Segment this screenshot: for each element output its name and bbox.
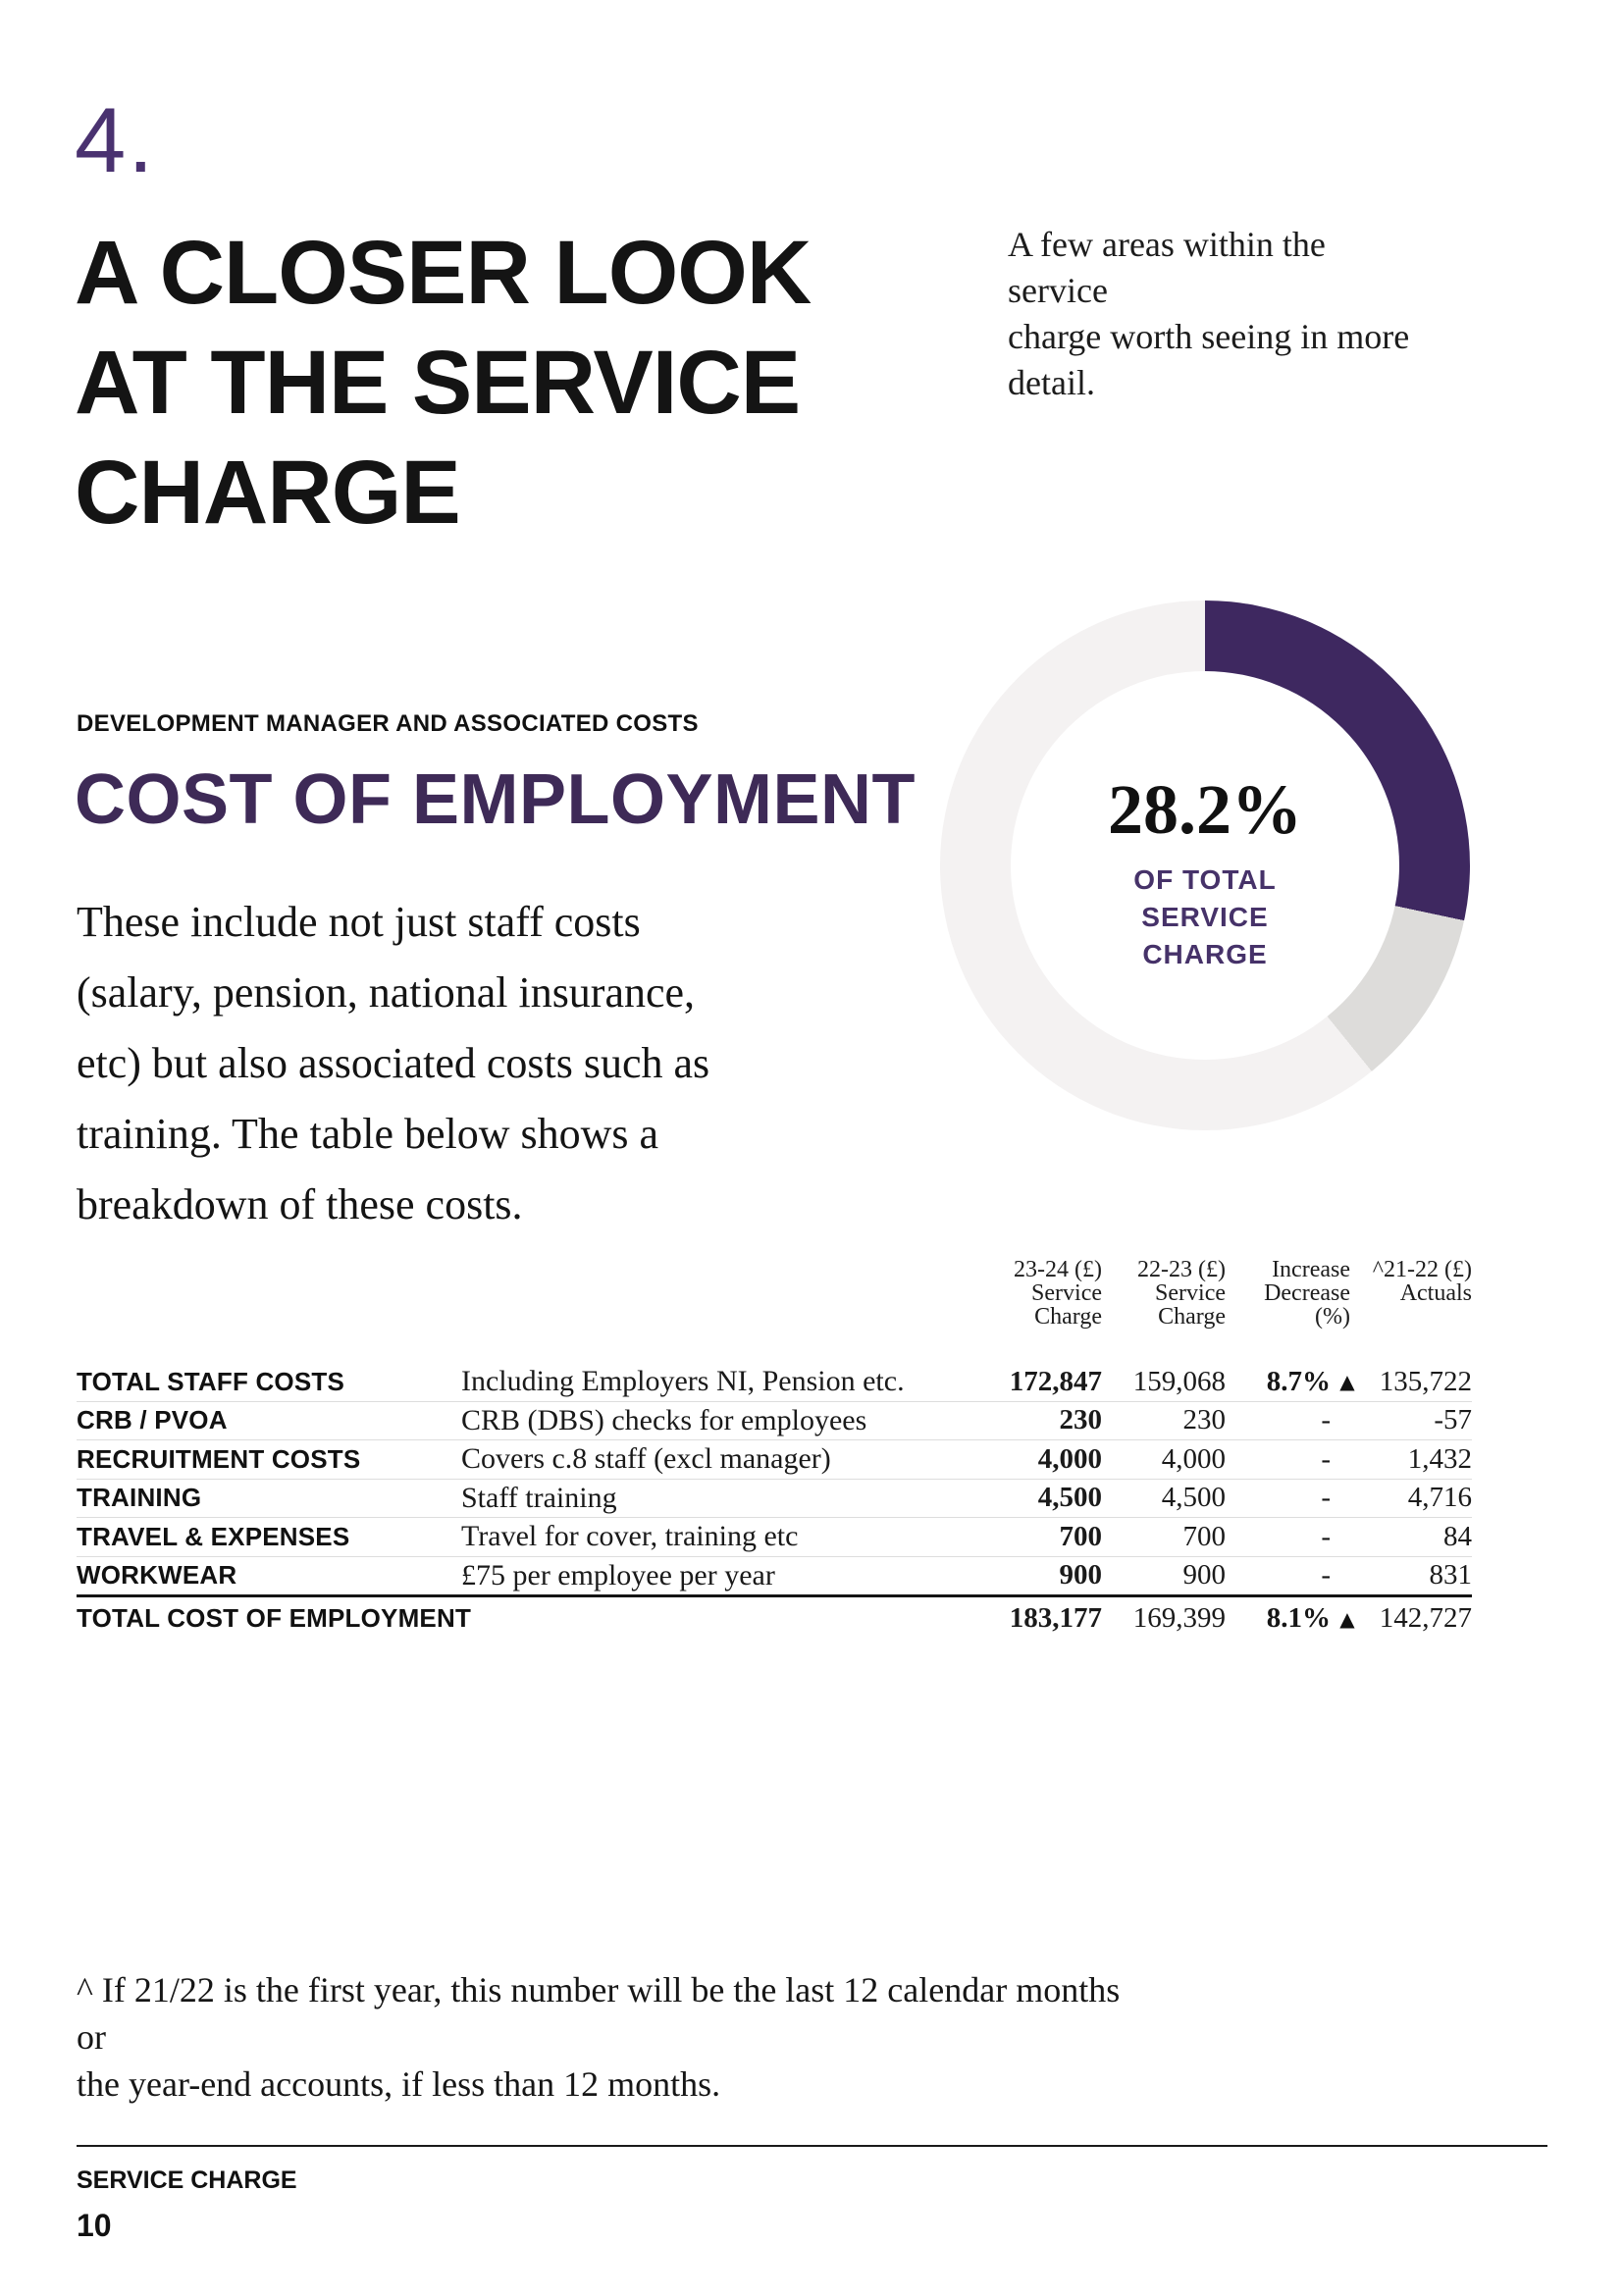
- table-row-crb-pvoa: CRB / PVOA CRB (DBS) checks for employees 230 230 - -57: [77, 1402, 1472, 1441]
- section-body: [77, 887, 783, 1240]
- intro-line-3: detail.: [1008, 363, 1095, 402]
- page-title-line-1: A CLOSER LOOK: [75, 223, 812, 323]
- page-title: [75, 218, 811, 548]
- table-row-recruitment-costs: RECRUITMENT COSTS Covers c.8 staff (excl manager) 4,000 4,000 - 1,432: [77, 1440, 1472, 1480]
- section-heading: COST OF EMPLOYMENT: [75, 760, 917, 839]
- table-row-total-cost: TOTAL COST OF EMPLOYMENT 183,177 169,399 8.1% ▲ 142,727: [77, 1594, 1472, 1640]
- cost-table-header: [77, 1258, 1472, 1329]
- increase-triangle-icon: ▲: [1339, 1370, 1355, 1394]
- footer-section-label: SERVICE CHARGE: [77, 2166, 297, 2194]
- increase-triangle-icon: ▲: [1339, 1606, 1355, 1631]
- intro-line-1: A few areas within the service: [1008, 225, 1326, 310]
- donut-value-label: 28.2%: [1108, 770, 1302, 850]
- body-line-3: etc) but also associated costs such as: [77, 1039, 710, 1087]
- footnote-line-1: ^ If 21/22 is the first year, this number will be the last 12 calendar months or: [77, 1970, 1121, 2057]
- donut-caption-line-3: CHARGE: [1142, 938, 1268, 969]
- donut-caption-line-2: SERVICE: [1141, 901, 1269, 932]
- page-number: 10: [77, 2208, 112, 2243]
- body-line-1: These include not just staff costs: [77, 898, 641, 946]
- table-row-training: TRAINING Staff training 4,500 4,500 - 4,716: [77, 1480, 1472, 1519]
- body-line-2: (salary, pension, national insurance,: [77, 968, 696, 1017]
- donut-chart: [940, 600, 1470, 1130]
- section-eyebrow: DEVELOPMENT MANAGER AND ASSOCIATED COSTS: [77, 710, 699, 737]
- footnote: [77, 1966, 1156, 2108]
- section-number: 4.: [75, 88, 156, 191]
- body-line-5: breakdown of these costs.: [77, 1180, 523, 1228]
- intro-line-2: charge worth seeing in more: [1008, 317, 1410, 356]
- page-title-line-3: CHARGE: [75, 443, 460, 543]
- body-line-4: training. The table below shows a: [77, 1110, 659, 1158]
- table-row-total-staff-costs: TOTAL STAFF COSTS Including Employers NI, Pension etc. 172,847 159,068 8.7% ▲ 135,722: [77, 1363, 1472, 1402]
- donut-caption: [1133, 861, 1276, 973]
- intro-paragraph: [1008, 222, 1430, 406]
- footnote-line-2: the year-end accounts, if less than 12 months.: [77, 2064, 721, 2104]
- col-header-change: Increase Decrease (%): [1264, 1257, 1350, 1330]
- page-title-line-2: AT THE SERVICE: [75, 333, 801, 433]
- cost-table: [77, 1363, 1472, 1640]
- table-row-travel-expenses: TRAVEL & EXPENSES Travel for cover, training etc 700 700 - 84: [77, 1518, 1472, 1557]
- col-header-2324: 23-24 (£) Service Charge: [1014, 1257, 1102, 1330]
- table-row-workwear: WORKWEAR £75 per employee per year 900 900 - 831: [77, 1558, 1472, 1592]
- donut-center: [1011, 671, 1399, 1060]
- footer-rule: [77, 2145, 1547, 2147]
- donut-caption-line-1: OF TOTAL: [1133, 863, 1277, 895]
- col-header-2223: 22-23 (£) Service Charge: [1137, 1257, 1226, 1330]
- col-header-actuals: ^21-22 (£) Actuals: [1372, 1257, 1472, 1306]
